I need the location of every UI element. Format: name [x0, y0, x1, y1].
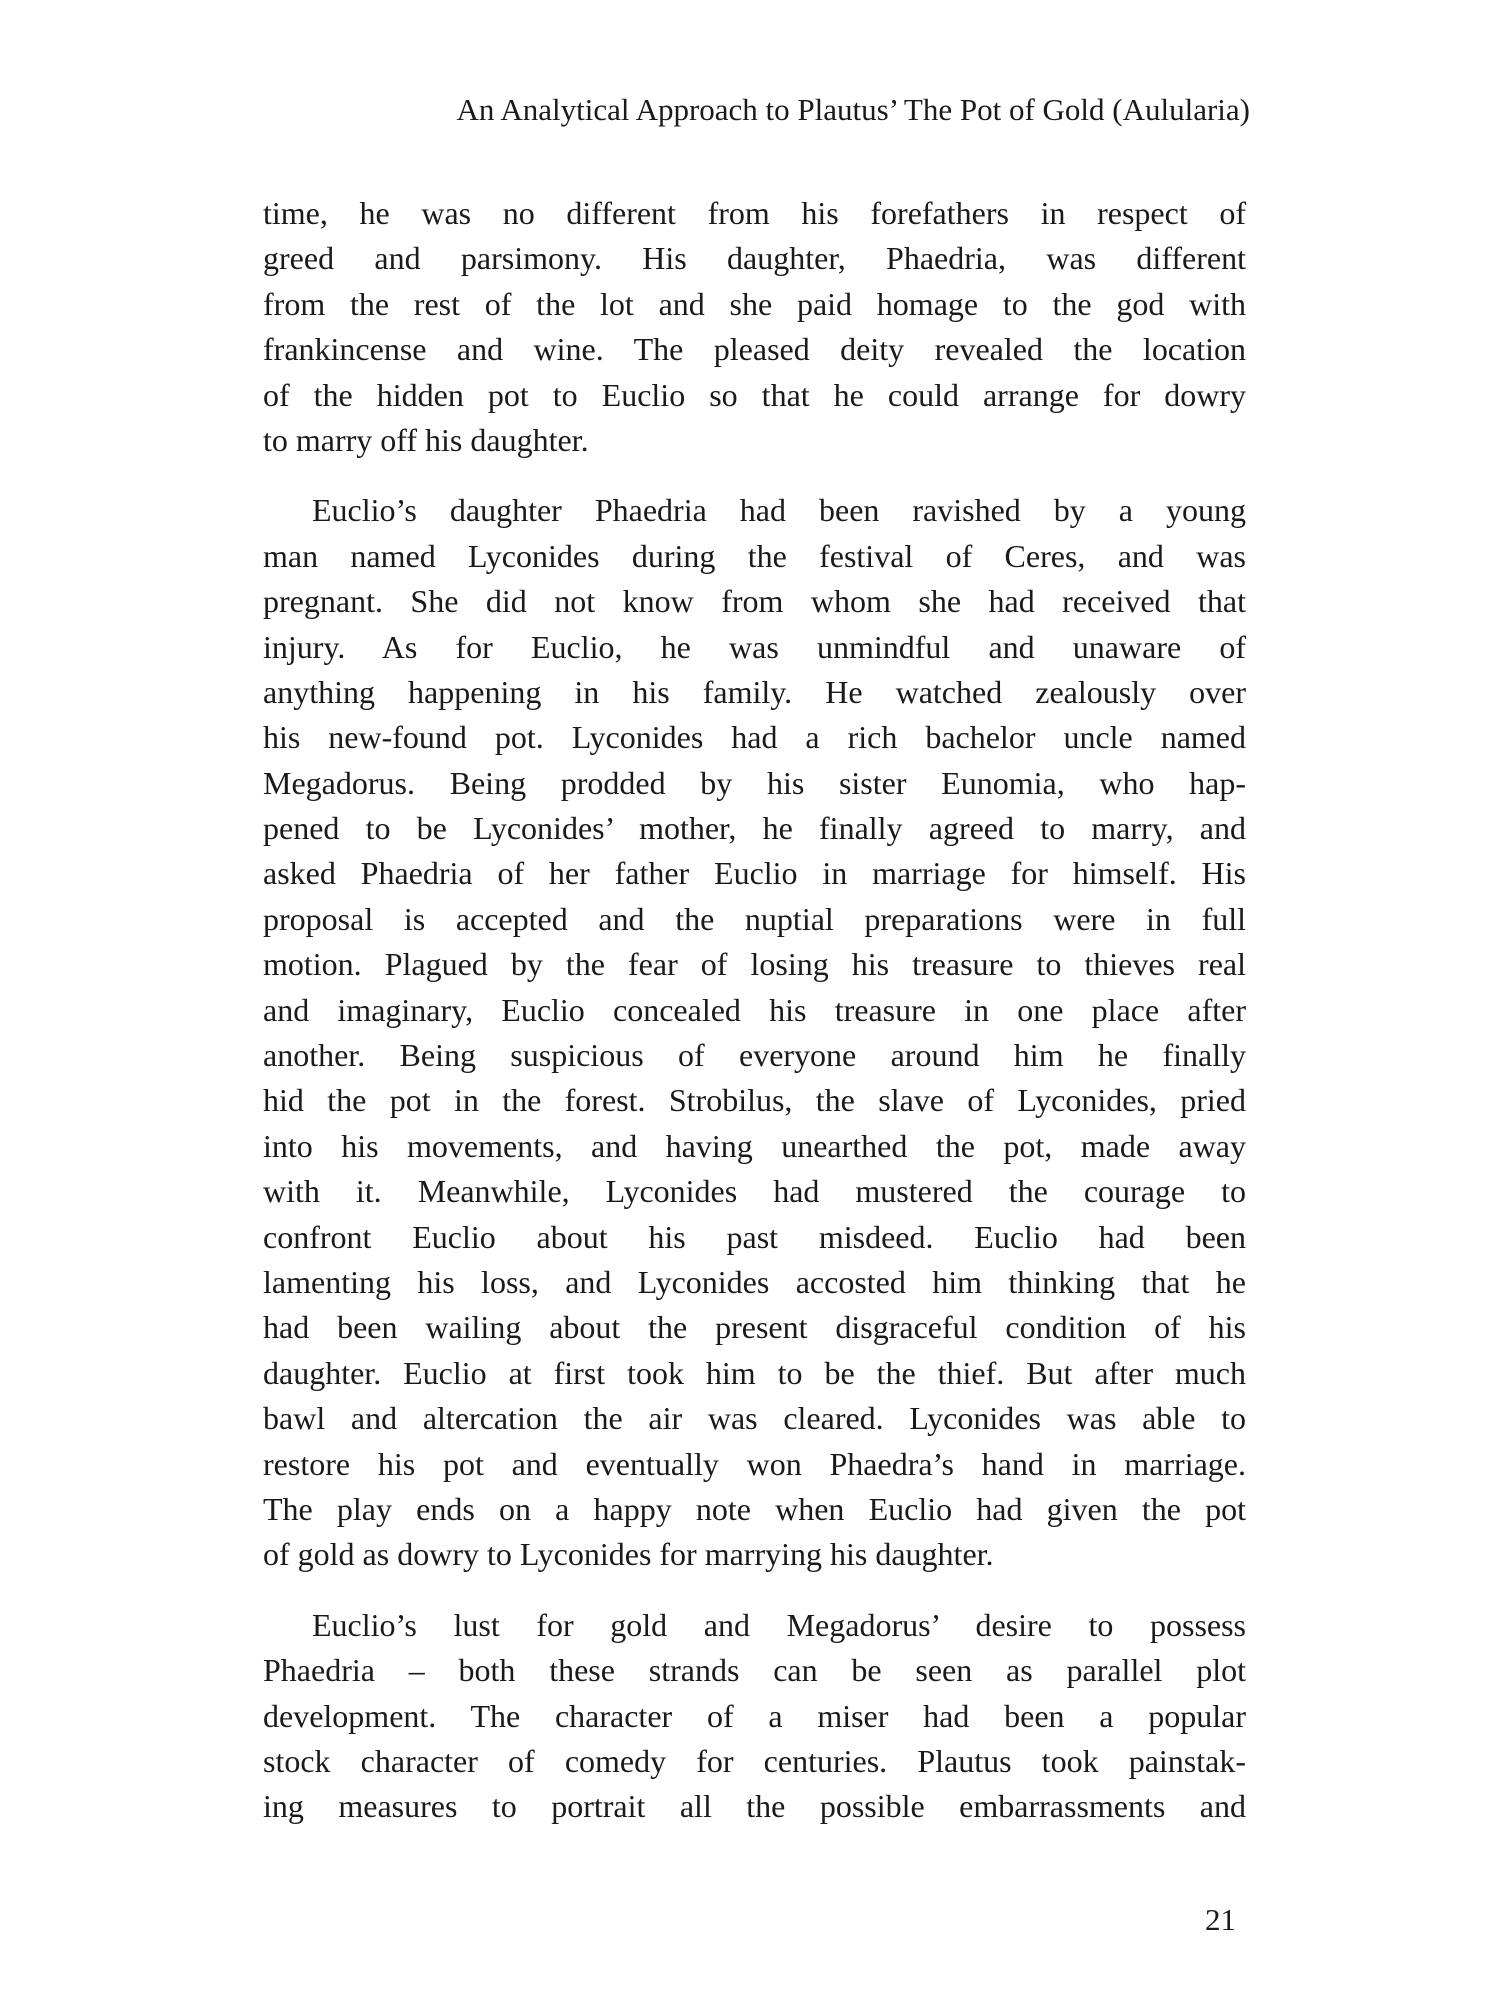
text-line: from the rest of the lot and she paid homage to the god with: [263, 285, 1246, 322]
text-line: frankincense and wine. The pleased deity revealed the location: [263, 331, 1246, 368]
text-line: with it. Meanwhile, Lyconides had mustered the courage to: [263, 1173, 1246, 1210]
text-line: daughter. Euclio at first took him to be the thief. But after much: [263, 1354, 1246, 1391]
paragraph: [263, 191, 1246, 463]
text-line: and imaginary, Euclio concealed his treasure in one place after: [263, 991, 1246, 1028]
text-line: pened to be Lyconides’ mother, he finally agreed to marry, and: [263, 810, 1246, 847]
text-line: asked Phaedria of her father Euclio in marriage for himself. His: [263, 855, 1246, 892]
text-line: hid the pot in the forest. Strobilus, the slave of Lyconides, pried: [263, 1082, 1246, 1119]
text-line: confront Euclio about his past misdeed. Euclio had been: [263, 1218, 1246, 1255]
text-line: injury. As for Euclio, he was unmindful and unaware of: [263, 628, 1246, 665]
text-line: stock character of comedy for centuries. Plautus took painstak-: [263, 1742, 1246, 1779]
text-line: Phaedria – both these strands can be seen as parallel plot: [263, 1652, 1246, 1689]
text-line: into his movements, and having unearthed the pot, made away: [263, 1127, 1246, 1164]
text-line: Euclio’s lust for gold and Megadorus’ desire to possess: [312, 1606, 1246, 1643]
text-line: bawl and altercation the air was cleared. Lyconides was able to: [263, 1400, 1246, 1437]
text-line: pregnant. She did not know from whom she had received that: [263, 583, 1246, 620]
text-line: Euclio’s daughter Phaedria had been ravished by a young: [312, 492, 1246, 529]
text-line: The play ends on a happy note when Euclio had given the pot: [263, 1490, 1246, 1527]
paragraph: [263, 488, 1246, 1577]
text-line: of gold as dowry to Lyconides for marrying his daughter.: [263, 1536, 994, 1573]
text-line: proposal is accepted and the nuptial preparations were in full: [263, 900, 1246, 937]
text-line: lamenting his loss, and Lyconides accosted him thinking that he: [263, 1263, 1246, 1300]
text-line: restore his pot and eventually won Phaedra’s hand in marriage.: [263, 1445, 1246, 1482]
paragraph: [263, 1603, 1246, 1830]
text-line: time, he was no different from his forefathers in respect of: [263, 195, 1246, 231]
running-header: An Analytical Approach to Plautus’ The Pot of Gold (Aulularia): [456, 92, 1250, 127]
text-line: ing measures to portrait all the possible embarrassments and: [263, 1788, 1246, 1825]
text-line: motion. Plagued by the fear of losing his treasure to thieves real: [263, 946, 1246, 983]
body-text: [263, 191, 1246, 1830]
text-line: of the hidden pot to Euclio so that he could arrange for dowry: [263, 376, 1246, 413]
text-line: to marry off his daughter.: [263, 421, 589, 458]
text-line: had been wailing about the present disgraceful condition of his: [263, 1309, 1246, 1346]
text-line: man named Lyconides during the festival of Ceres, and was: [263, 537, 1246, 574]
page-number: 21: [1205, 1902, 1236, 1937]
text-line: development. The character of a miser had been a popular: [263, 1697, 1246, 1734]
text-line: anything happening in his family. He watched zealously over: [263, 673, 1246, 710]
text-line: another. Being suspicious of everyone around him he finally: [263, 1037, 1246, 1074]
text-line: Megadorus. Being prodded by his sister Eunomia, who hap-: [263, 764, 1246, 801]
text-line: greed and parsimony. His daughter, Phaedria, was different: [263, 240, 1246, 277]
text-line: his new-found pot. Lyconides had a rich bachelor uncle named: [263, 719, 1246, 756]
